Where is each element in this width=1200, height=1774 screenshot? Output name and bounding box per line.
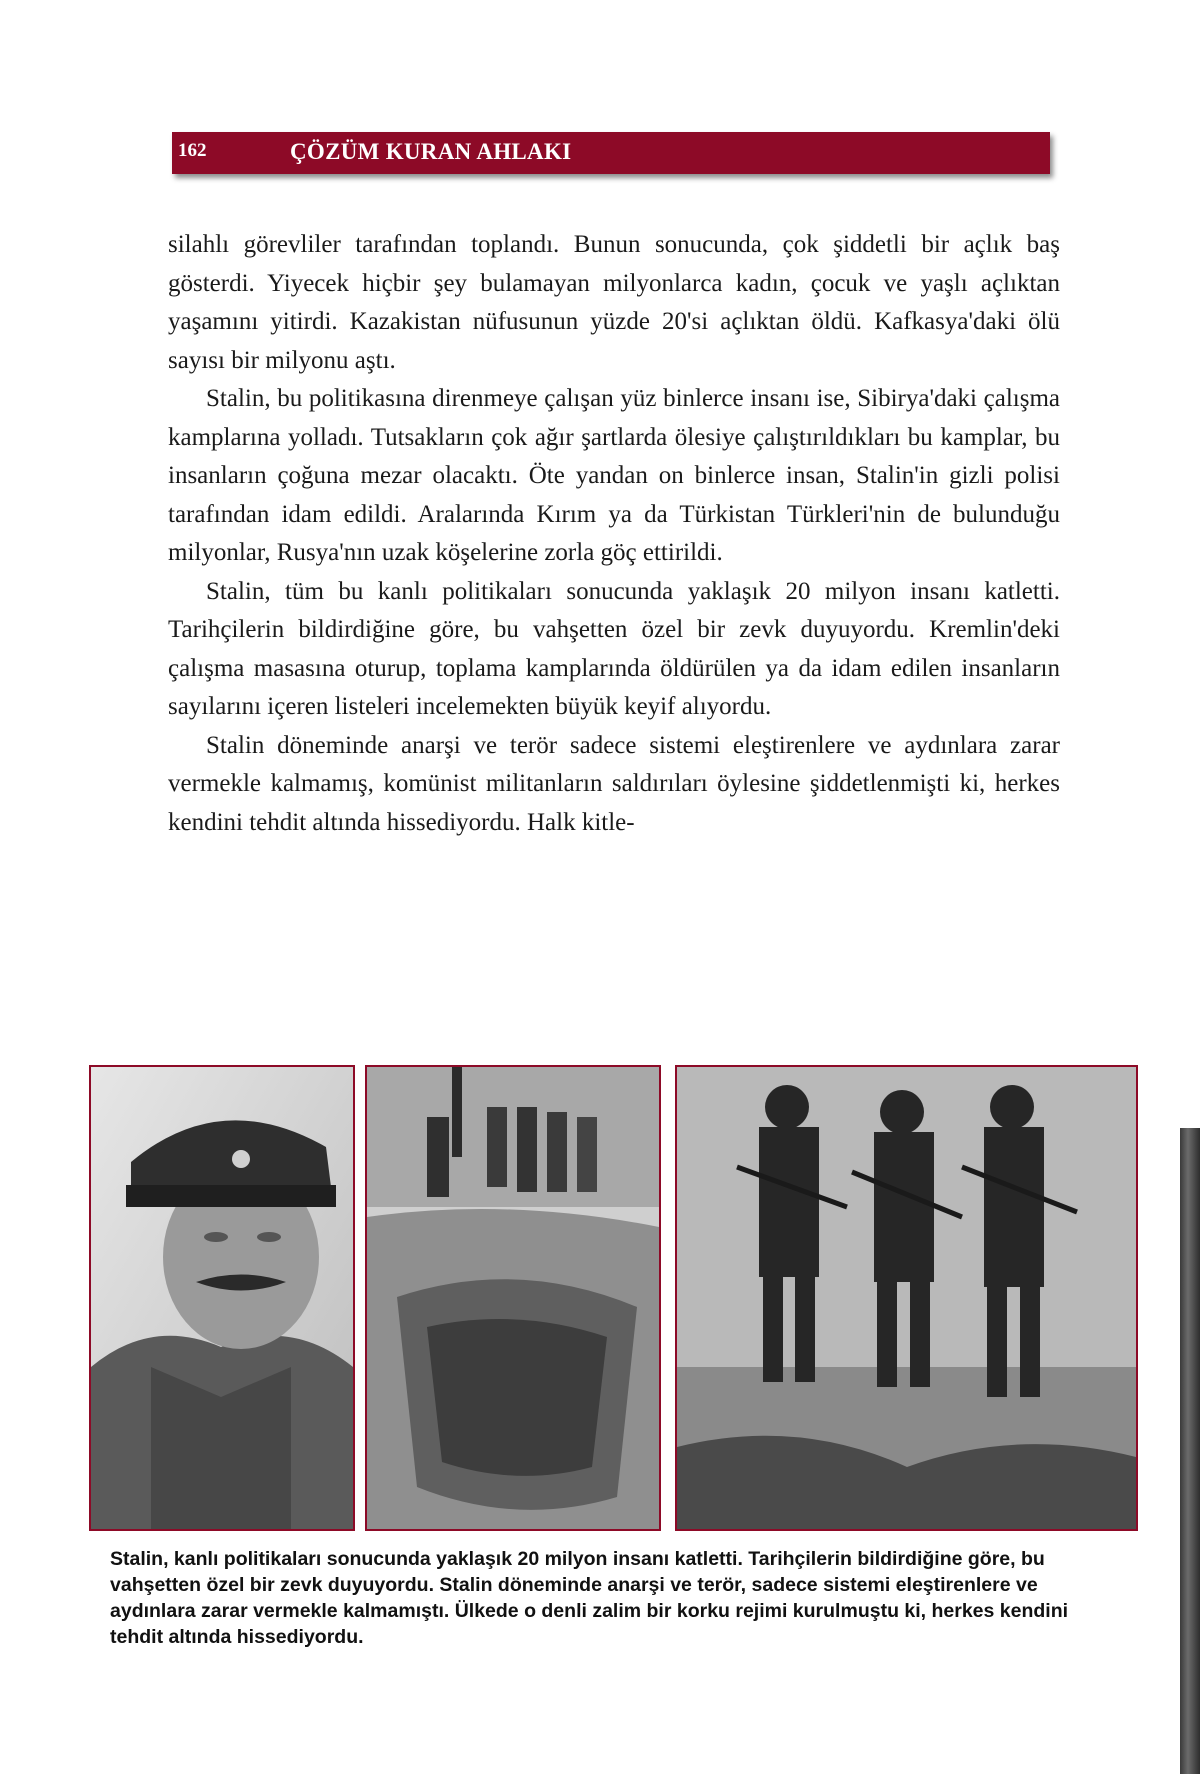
photo-caption: Stalin, kanlı politikaları sonucunda yaklaşık 20 milyon insanı katletti. Tarihçilerin bildirdiğine göre, bu vahşetten özel bir zevk duyuyordu. Stalin döneminde anarşi ve terör, sadece sistemi eleştirenlere ve aydınlara zarar vermekle kalmamıştı. Ülkede o denli zalim bir korku rejimi kurulmuştu ki, herkes kendini tehdit altında hissediyordu. <box>110 1548 1069 1648</box>
edge-photo-fragment <box>1180 1128 1200 1774</box>
stalin-portrait-photo <box>89 1065 355 1531</box>
paragraph-4: Stalin döneminde anarşi ve terör sadece sistemi eleştirenlere ve aydınlara zarar vermekle kalmamış, komünist militanların saldırıları öylesine şiddetlenmişti ki, herkes kendini tehdit altında hissediyordu. Halk kitle- <box>168 731 1060 836</box>
page-number: 162 <box>178 140 207 161</box>
mass-grave-photo <box>365 1065 661 1531</box>
paragraph-2: Stalin, bu politikasına direnmeye çalışan yüz binlerce insanı ise, Sibirya'daki çalışma kamplarına yolladı. Tutsakların çok ağır şartlarda ölesiye çalıştırıldıkları bu kamplar, bu insanların çoğuna mezar olacaktı. Öte yandan on binlerce insan, Stalin'in gizli polisi tarafından idam edildi. Aralarında Kırım ya da Türkistan Türkleri'nin de bulunduğu milyonlar, Rusya'nın uzak köşelerine zorla göç ettirildi. <box>168 385 1060 566</box>
paragraph-1: silahlı görevliler tarafından toplandı. Bunun sonucunda, çok şiddetli bir açlık baş gösterdi. Yiyecek hiçbir şey bulamayan milyonlarca kadın, çocuk ve yaşlı açlıktan yaşamını yitirdi. Kazakistan nüfusunun yüzde 20'si açlıktan öldü. Kafkasya'daki ölü sayısı bir milyonu aştı. <box>168 231 1060 374</box>
book-title: ÇÖZÜM KURAN AHLAKI <box>290 139 572 164</box>
paragraph-3: Stalin, tüm bu kanlı politikaları sonucunda yaklaşık 20 milyon insanı katletti. Tarihçilerin bildirdiğine göre, bu vahşetten özel bir zevk duyuyordu. Kremlin'deki çalışma masasına oturup, toplama kamplarında öldürülen ya da idam edilen insanların sayılarını içeren listeleri incelemekten büyük keyif alıyordu. <box>168 577 1060 720</box>
armed-soldiers-photo <box>675 1065 1138 1531</box>
body-text <box>168 226 1060 842</box>
